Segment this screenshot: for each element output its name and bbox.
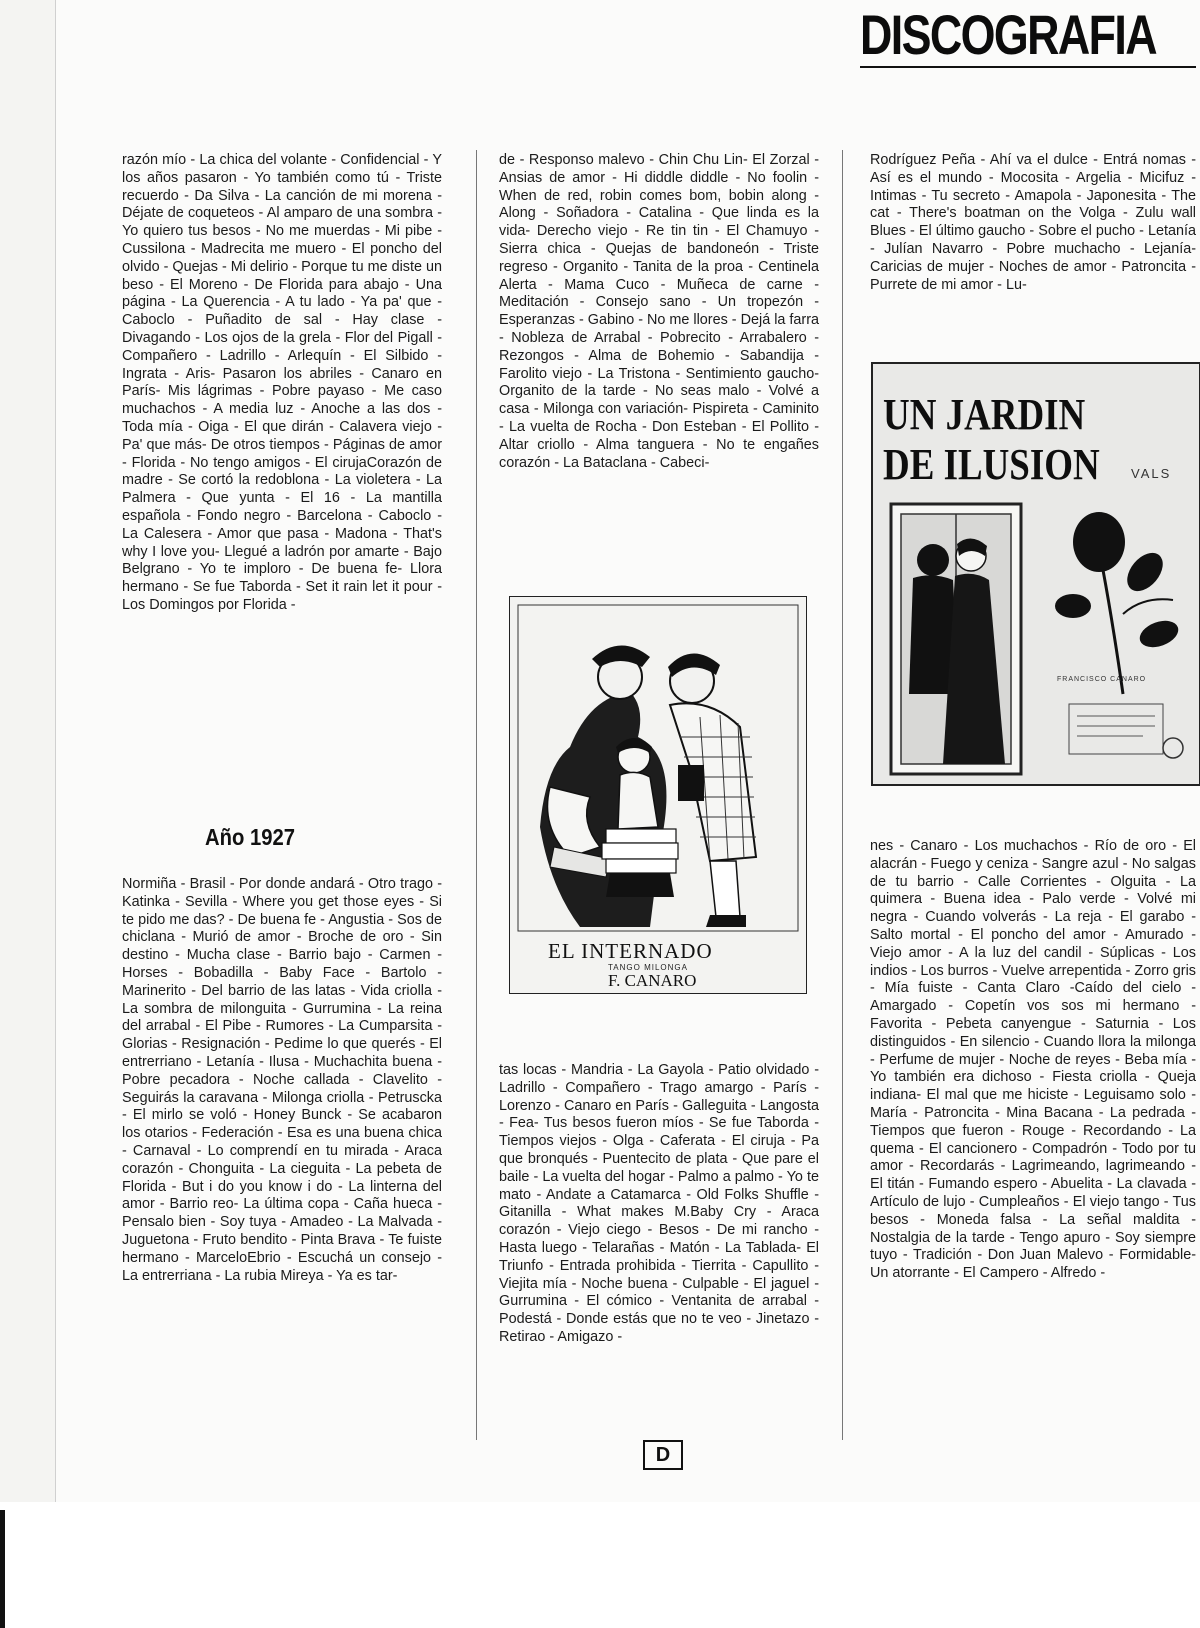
- middle-column-bottom-text: tas locas - Mandria - La Gayola - Patio olvidado - Ladrillo - Compañero - Trago amargo - París - Lorenzo - Canaro en París - Galleguita - Langosta - Fea- Tus besos fueron míos - Se fue Taborda - Tiempos viejos - Olga - Caferata - El ciruja - Pa que bronqués - Puentecito de plata - Que pare el baile - La vuelta del hogar - Palmo a palmo - Yo te mato - Andate a Catamarca - Old Folks Shuffle - Gitanilla - What makes M.Baby Cry - Araca corazón - Viejo ciego - Besos - De mi rancho - Hasta luego - Telarañas - Matón - La Tablada- El Triunfo - Entrada prohibida - Tierrita - Capullito - Viejita mía - Noche buena - Culpable - El jaguel - Gurrumina - El cómico - Ventanita de arrabal - Podestá - Donde estás que no te veo - Jinetazo - Retirao - Amigazo -: [499, 1062, 819, 1345]
- un-jardin-title-line1: UN JARDIN: [883, 390, 1086, 439]
- un-jardin-genre: VALS: [1131, 466, 1172, 481]
- left-column-bottom-text: Normiña - Brasil - Por donde andará - Otro trago - Katinka - Sevilla - Where you get those eyes - Si te pido me das? - De buena fe - Angustia - Sos de chiclana - Murió de amor - Broche de oro - Sin destino - Mucha clase - Barrio bajo - Carmen - Horses - Bobadilla - Baby Face - Bartolo - Marinerito - Del barrio de las latas - Vida criolla - La sombra de milonguita - Gurrumina - La reina del arrabal - El Pibe - Rumores - La Cumparsita - Glorias - Resignación - Pedime lo que querés - El entrerriano - Letanía - Ilusa - Muchachita buena - Pobre pecadora - Noche callada - Clavelito - Seguirás la caravana - Milonga criolla - Petruscka - El mirlo se voló - Honey Bunck - Se acabaron los otarios - Federación - Esa es una buena chica - Carnaval - Lo comprendí en tu mirada - Araca corazón - Chonguita - La cieguita - La pebeta de Florida - But i do you know i do - La linterna del amor - Barrio reo- La última copa - Caña hueca - Pensalo bien - Soy tuya - Amadeo - La Malvada - Juguetona - Fruto bendito - Pinta Brava - Te fuiste hermano - MarceloEbrio - Escuchá un consejo - La entrerriana - La rubia Mireya - Ya es tar-: [122, 876, 442, 1284]
- el-internado-composer: F. CANARO: [608, 971, 697, 990]
- un-jardin-title-line2: DE ILUSION: [883, 440, 1100, 489]
- section-title: DISCOGRAFIA: [860, 3, 1156, 66]
- el-internado-subtitle: TANGO MILONGA: [608, 963, 688, 972]
- scan-edge-mark: [0, 1510, 5, 1628]
- page-margin-bottom: [0, 1502, 1200, 1628]
- section-title-rule: [860, 66, 1196, 68]
- left-column-top-text: razón mío - La chica del volante - Confidencial - Y los años pasaron - Yo también como tú - Triste recuerdo - Da Silva - La canción de mi morena - Déjate de coqueteos - Al amparo de una sombra - Yo quiero tus besos - No me muerdas - Mi pibe - Cussilona - Madrecita me muero - El poncho del olvido - Quejas - Mi delirio - Porque tu me diste un beso - El Moreno - De Florida para abajo - Una página - La Querencia - A tu lado - Ya pa' que - Caboclo - Puñadito de sal - Hay clase - Divagando - Los ojos de la grela - Flor del Pigall - Compañero - Ladrillo - Arlequín - El Silbido - Ingrata - Aris- Pasaron los abriles - Canaro en París- Mis lágrimas - Pobre payaso - Me caso muchachos - A media luz - Anoche a las dos - Toda mía - Oiga - El que dirán - Calavera viejo - Pa' que más- De otros tiempos - Páginas de amor - Florida - No tengo amigos - El cirujaCorazón de madre - Se cortó la redoblona - La violetera - La Palmera - Que yunta - El 16 - La mantilla española - Fondo negro - Barcelona - Caboclo - La Calesera - Amor que pasa - Madona - That's why I love you- Llegué a ladrón por amarte - Bajo Belgrano - Yo te imploro - De buena fe- Llora hermano - Se fue Taborda - Set it rain let it pour - Los Domingos por Florida -: [122, 152, 442, 613]
- year-heading: Año 1927: [205, 824, 295, 850]
- page-section-letter: D: [643, 1440, 683, 1470]
- right-column-bottom-text: nes - Canaro - Los muchachos - Río de oro - El alacrán - Fuego y ceniza - Sangre azul - No salgas de tu barrio - Calle Corrientes - Olguita - La quimera - Buena idea - Palo verde - Volvé mi negra - Cuando volverás - La reja - El garabo - Salto mortal - El poncho del amor - Amurado - Viejo amor - A la luz del candil - Súplicas - Los indios - Los burros - Vuelve arrepentida - Zorro gris - Mía fuiste - Canta Claro -Caído del cielo - Amargado - Copetín vos sos mi hermano - Favorita - Pebeta canyengue - Saturnia - Los distinguidos - En silencio - Cuando llora la milonga - Perfume de mujer - Noche de reyes - Beba mía - Yo también era dichoso - Fiesta criolla - Queja indiana- El mal que me hiciste - Leguisamo solo - María - Patroncita - Mina Bacana - La pedrada - Tiempos que fueron - Rouge - Recordando - La quema - El cancionero - Compadrón - Todo por tu amor - Recordarás - Lagrimeando, lagrimeando - El titán - Fumando espero - Abuelita - La clavada - Artículo de lujo - Cumpleaños - El viejo tango - Tus besos - Moneda falsa - La señal maldita - Nostalgia de la tarde - Tengo apuro - Soy siempre tuyo - Tradición - Don Juan Malevo - Formidable- Un atorrante - El Campero - Alfredo -: [870, 838, 1196, 1282]
- column-divider-left: [476, 150, 477, 1440]
- un-jardin-de-ilusion-sheet-music-cover: [871, 362, 1200, 786]
- el-internado-sheet-music-cover: [509, 596, 807, 994]
- right-column-top-text: Rodríguez Peña - Ahí va el dulce - Entrá nomas - Así es el mundo - Mocosita - Argelia - Micifuz - Intimas - Tu secreto - Amapola - Japonesita - The cat - There's boatman on the Volga - Zulu wall Blues - El último gaucho - Sobre el pucho - Letanía - Julían Navarro - Pobre muchacho - Lejanía- Caricias de mujer - Noches de amor - Patroncita - Purrete de mi amor - Lu-: [870, 152, 1196, 293]
- el-internado-illustration: [510, 597, 806, 993]
- un-jardin-composer: FRANCISCO CANARO: [1057, 676, 1147, 683]
- column-divider-right: [842, 150, 843, 1440]
- middle-column-top-text: de - Responso malevo - Chin Chu Lin- El Zorzal - Ansias de amor - Hi diddle diddle - No foolin - When de red, robin comes bom, bobin along - Along - Soñadora - Catalina - Que linda es la vida- Derecho viejo - Re tin tin - El Chamuyo - Sierra chica - Quejas de bandoneón - Triste regreso - Organito - Tanita de la proa - Centinela Alerta - Mama Cuco - Muñeca de carne - Meditación - Consejo sano - Un tropezón - Esperanzas - Gabino - No me llores - Dejá la farra - Nobleza de Arrabal - Pobrecito - Arrabalero - Rezongos - Alma de Bohemio - Sabandija - Farolito viejo - La Tristona - Sentimiento gaucho- Organito de la tarde - No seas malo - Volvé a casa - Milonga con variación- Pispireta - Caminito - La vuelta de Rocha - Don Esteban - El Pollito - Altar criollo - Alma tanguera - No te engañes corazón - La Bataclana - Cabeci-: [499, 152, 819, 471]
- el-internado-title: EL INTERNADO: [548, 939, 713, 963]
